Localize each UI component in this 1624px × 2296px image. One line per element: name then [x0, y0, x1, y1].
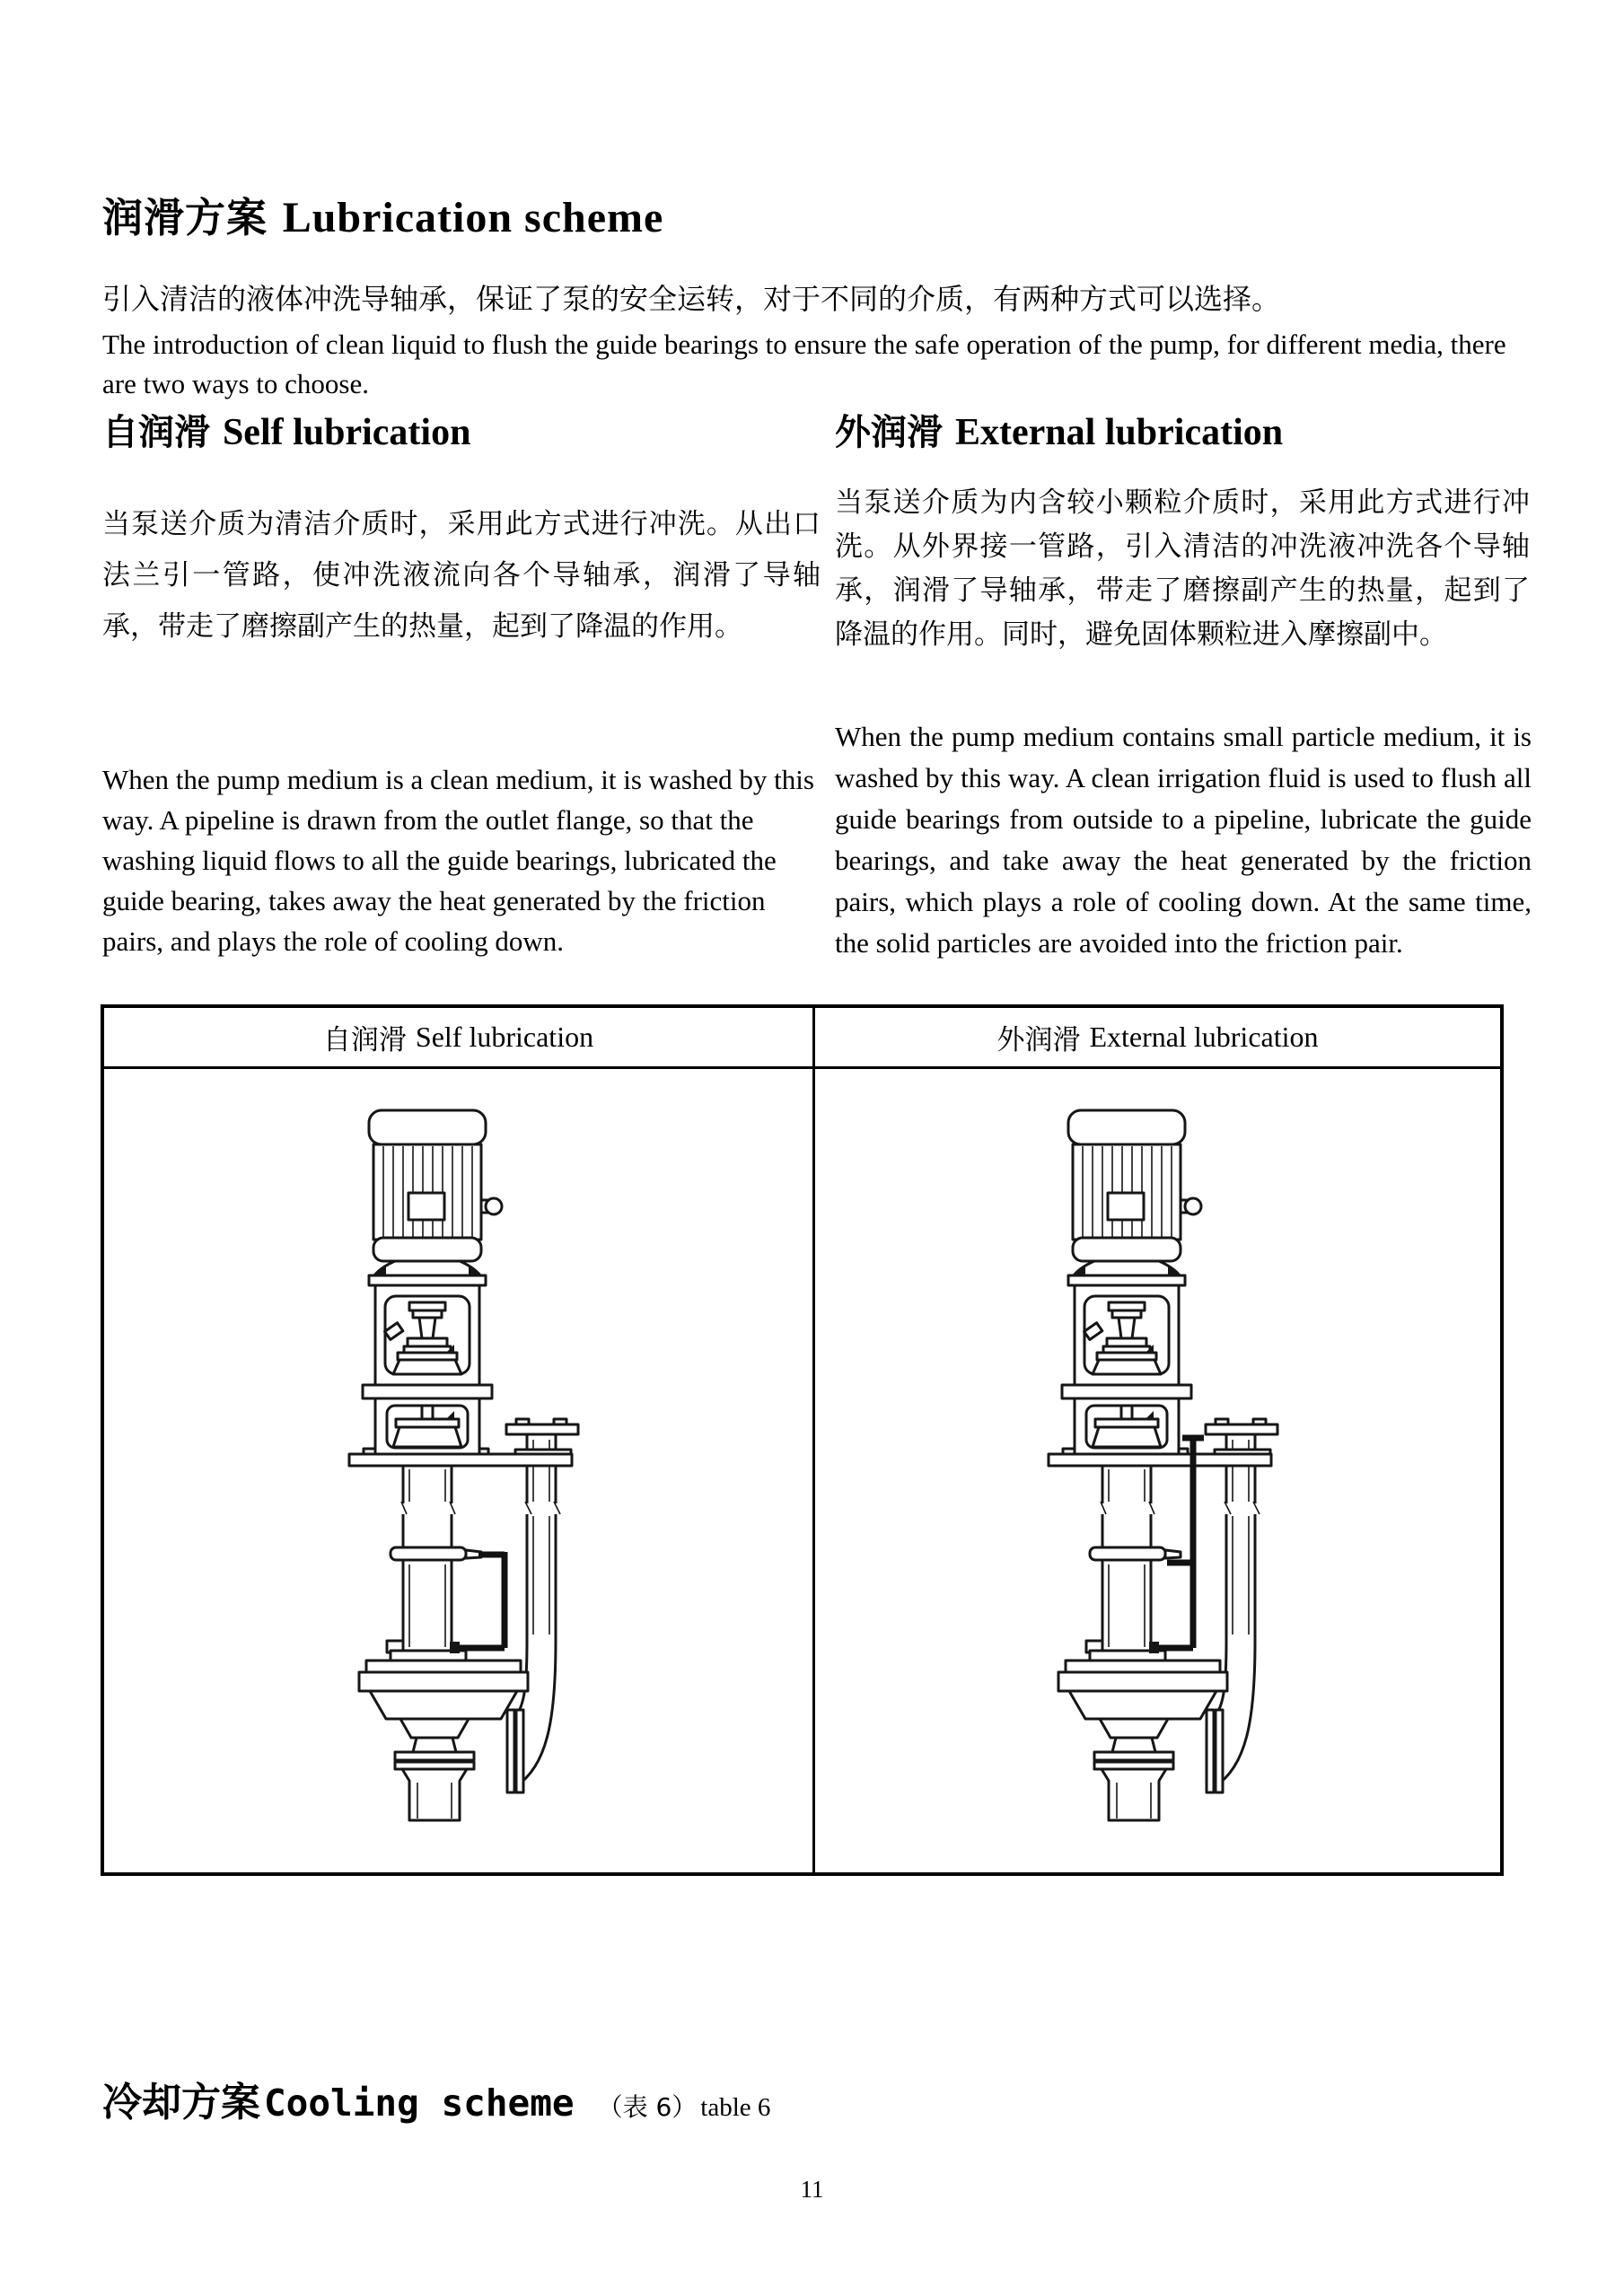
- cooling-heading-en: Cooling scheme: [264, 2081, 575, 2125]
- cooling-table-ref-zh: （表 6）: [597, 2092, 698, 2122]
- cooling-table-ref-en: table 6: [700, 2093, 771, 2122]
- table-header-self: [104, 1008, 815, 1069]
- external-lubrication-heading: [835, 404, 1283, 455]
- self-lubrication-pump-drawing-icon: [324, 1103, 593, 1839]
- table-header-external: [815, 1008, 1500, 1069]
- self-heading-en: Self lubrication: [222, 412, 471, 453]
- external-heading-en: External lubrication: [954, 412, 1284, 453]
- intro-text-zh: 引入清洁的液体冲洗导轴承，保证了泵的安全运转，对于不同的介质，有两种方式可以选择。: [102, 282, 1281, 316]
- table-header-external-en: External lubrication: [1089, 1021, 1319, 1053]
- table-header-external-zh: 外润滑: [996, 1024, 1081, 1056]
- table-cell-self-diagram: [104, 1069, 815, 1872]
- self-lubrication-body-zh: 当泵送介质为清洁介质时，采用此方式进行冲洗。从出口法兰引一管路，使冲洗液流向各个导轴承，润滑了导轴承，带走了磨擦副产生的热量，起到了降温的作用。: [102, 508, 821, 643]
- self-heading-zh: 自润滑: [102, 412, 210, 453]
- table-header-self-zh: 自润滑: [322, 1024, 407, 1056]
- external-lubrication-body-zh: 当泵送介质为内含较小颗粒介质时，采用此方式进行冲洗。从外界接一管路，引入清洁的冲洗液冲洗各个导轴承，润滑了导轴承，带走了磨擦副产生的热量，起到了降温的作用。同时，避免固体颗粒进入摩擦副中。: [835, 486, 1530, 651]
- page-number: 11: [800, 2176, 824, 2203]
- self-lubrication-heading: [102, 404, 470, 455]
- table-header-self-en: Self lubrication: [415, 1021, 594, 1053]
- page-title: [102, 185, 663, 243]
- intro-paragraph: [102, 278, 1535, 404]
- external-heading-zh: 外润滑: [835, 412, 943, 453]
- page-title-en: Lubrication scheme: [282, 194, 664, 242]
- intro-text-en: The introduction of clean liquid to flush the guide bearings to ensure the safe operation of the pump, for different media, there are two ways to choose.: [102, 329, 1506, 399]
- self-lubrication-body-en: When the pump medium is a clean medium, it is washed by this way. A pipeline is drawn from the outlet flange, so that the washing liquid flows to all the guide bearings, lubricated the guide bearing, takes away the heat generated by the friction pairs, and plays the role of cooling down.: [102, 764, 814, 957]
- cooling-heading-zh: 冷却方案: [102, 2080, 260, 2125]
- external-flush-pipe-icon: [1149, 1438, 1204, 1653]
- self-flush-pipe-icon: [450, 1552, 505, 1653]
- external-lubrication-pump-drawing-icon: [1023, 1103, 1293, 1839]
- cooling-scheme-heading: [102, 2070, 770, 2127]
- external-lubrication-body-en: When the pump medium contains small particle medium, it is washed by this way. A clean irrigation fluid is used to flush all guide bearings from outside to a pipeline, lubricate the guide bearings, and take away the heat generated by the friction pairs, which plays a role of cooling down. At the same time, the solid particles are avoided into the friction pair.: [835, 721, 1532, 959]
- page-title-zh: 润滑方案: [102, 194, 268, 242]
- lubrication-scheme-table: [101, 1004, 1504, 1876]
- table-cell-external-diagram: [815, 1069, 1500, 1872]
